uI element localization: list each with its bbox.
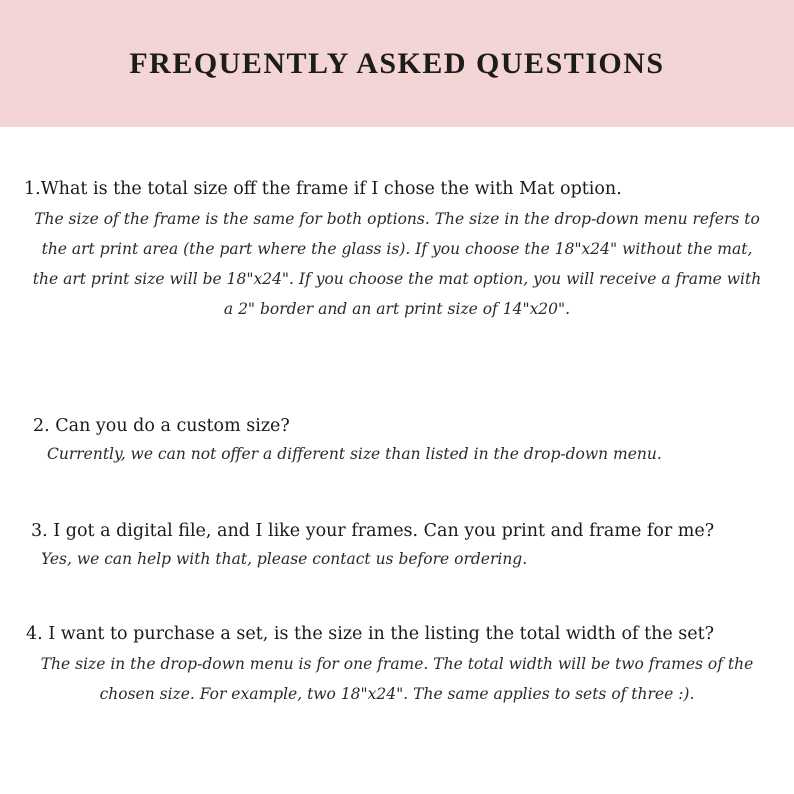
faq-answer-4: The size in the drop-down menu is for one frame. The total width will be two frames of the chosen size. For example, two 18"x24". The same applies to sets of three :). — [40, 655, 754, 703]
faq-answer-1: The size of the frame is the same for both options. The size in the drop-down menu refers to the art print area (the part where the glass is). If you choose the 18"x24" without the mat, the art print size will be 18"x24". If you choose the mat option, you will receive a frame with a 2" border and an art print size of 14"x20". — [32, 210, 762, 318]
header-band — [0, 0, 794, 127]
faq-question-2: 2. Can you do a custom size? — [33, 416, 290, 436]
faq-answer-2: Currently, we can not offer a different size than listed in the drop-down menu. — [47, 445, 662, 463]
faq-question-4: 4. I want to purchase a set, is the size in the listing the total width of the set? — [26, 624, 715, 644]
page-title: FREQUENTLY ASKED QUESTIONS — [129, 47, 665, 80]
faq-answer-3: Yes, we can help with that, please contact us before ordering. — [41, 550, 528, 568]
faq-question-3: 3. I got a digital file, and I like your frames. Can you print and frame for me? — [31, 521, 715, 541]
faq-question-1: 1.What is the total size off the frame if I chose the with Mat option. — [24, 179, 622, 199]
